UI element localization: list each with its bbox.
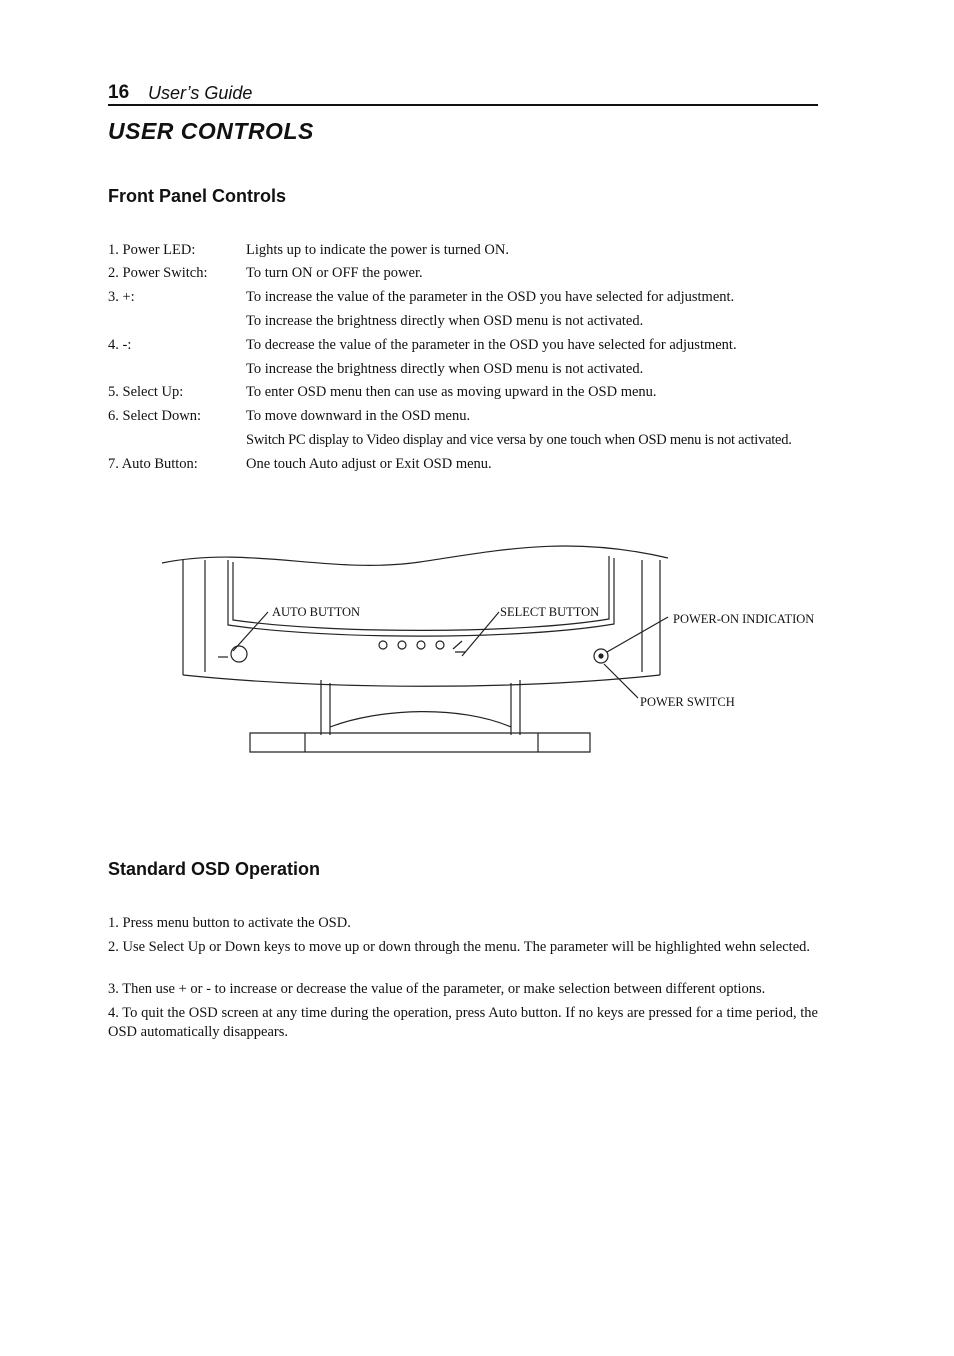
monitor-front-diagram [150,540,830,770]
front-panel-heading: Front Panel Controls [108,186,287,206]
control-label: 1. Power LED: [108,242,196,258]
control-description: One touch Auto adjust or Exit OSD menu. [246,456,492,472]
auto-button-shape [231,646,247,662]
control-label: 6. Select Down: [108,408,202,424]
plus-button-shape [379,641,387,649]
running-title: User’s Guide [148,83,253,103]
osd-heading: Standard OSD Operation [108,859,321,879]
select-down-button-shape [436,641,444,649]
control-description: To enter OSD menu then can use as moving upward in the OSD menu. [246,384,657,400]
auto-button-label: AUTO BUTTON [272,605,361,619]
power-on-leader [607,617,668,652]
list-item [108,408,828,428]
select-up-button-shape [417,641,425,649]
control-description: To turn ON or OFF the power. [246,265,423,281]
control-label: 5. Select Up: [108,384,184,400]
bezel-bottom [183,675,660,686]
control-description: To decrease the value of the parameter in the OSD you have selected for adjustment. [246,337,737,353]
list-item [108,242,828,262]
select-button-mark [453,641,466,652]
page-number: 16 [108,82,130,103]
list-item: 1. Press menu button to activate the OSD. [108,915,351,931]
base-lines [305,733,538,752]
stand-right [511,680,520,735]
control-description: Lights up to indicate the power is turned ON. [246,242,509,258]
power-led-dot [599,654,603,658]
list-item [108,384,828,404]
control-label: 3. +: [108,289,135,305]
control-label: 4. -: [108,337,132,353]
minus-button-shape [398,641,406,649]
screen-outer [228,558,614,636]
list-item [108,456,828,476]
select-button-label: SELECT BUTTON [500,605,600,619]
power-on-indication-label: POWER-ON INDICATION [673,612,815,626]
list-item: 4. To quit the OSD screen at any time during the operation, press Auto button. If no keys are pressed for a time period, the OSD automatically disappears. [108,1005,818,1040]
control-label: 2. Power Switch: [108,265,208,281]
power-switch-leader [604,664,638,698]
page-title: USER CONTROLS [108,118,314,144]
list-item: 2. Use Select Up or Down keys to move up or down through the menu. The parameter will be highlighted wehn selected. [108,939,811,955]
list-item [108,289,828,309]
auto-leader [233,612,268,651]
bezel-top-edge [162,546,668,565]
list-item [108,361,828,381]
power-switch-label: POWER SWITCH [640,695,735,709]
base-hump [330,712,511,727]
control-description: To move downward in the OSD menu. [246,408,471,424]
control-description: To increase the value of the parameter in the OSD you have selected for adjustment. [246,289,735,305]
control-description: To increase the brightness directly when OSD menu is not activated. [246,361,644,377]
control-label: 7. Auto Button: [108,456,198,472]
base-plate [250,733,590,752]
list-item [108,313,828,333]
list-item [108,432,828,452]
stand-left [321,680,330,735]
list-item [108,337,828,357]
screen-inner [233,556,609,630]
select-leader [462,612,499,656]
control-description: To increase the brightness directly when OSD menu is not activated. [246,313,644,329]
list-item [108,265,828,285]
control-description: Switch PC display to Video display and vice versa by one touch when OSD menu is not activated. [246,432,792,448]
page-header [108,82,818,106]
list-item: 3. Then use + or - to increase or decrease the value of the parameter, or make selection between different options. [108,981,766,997]
